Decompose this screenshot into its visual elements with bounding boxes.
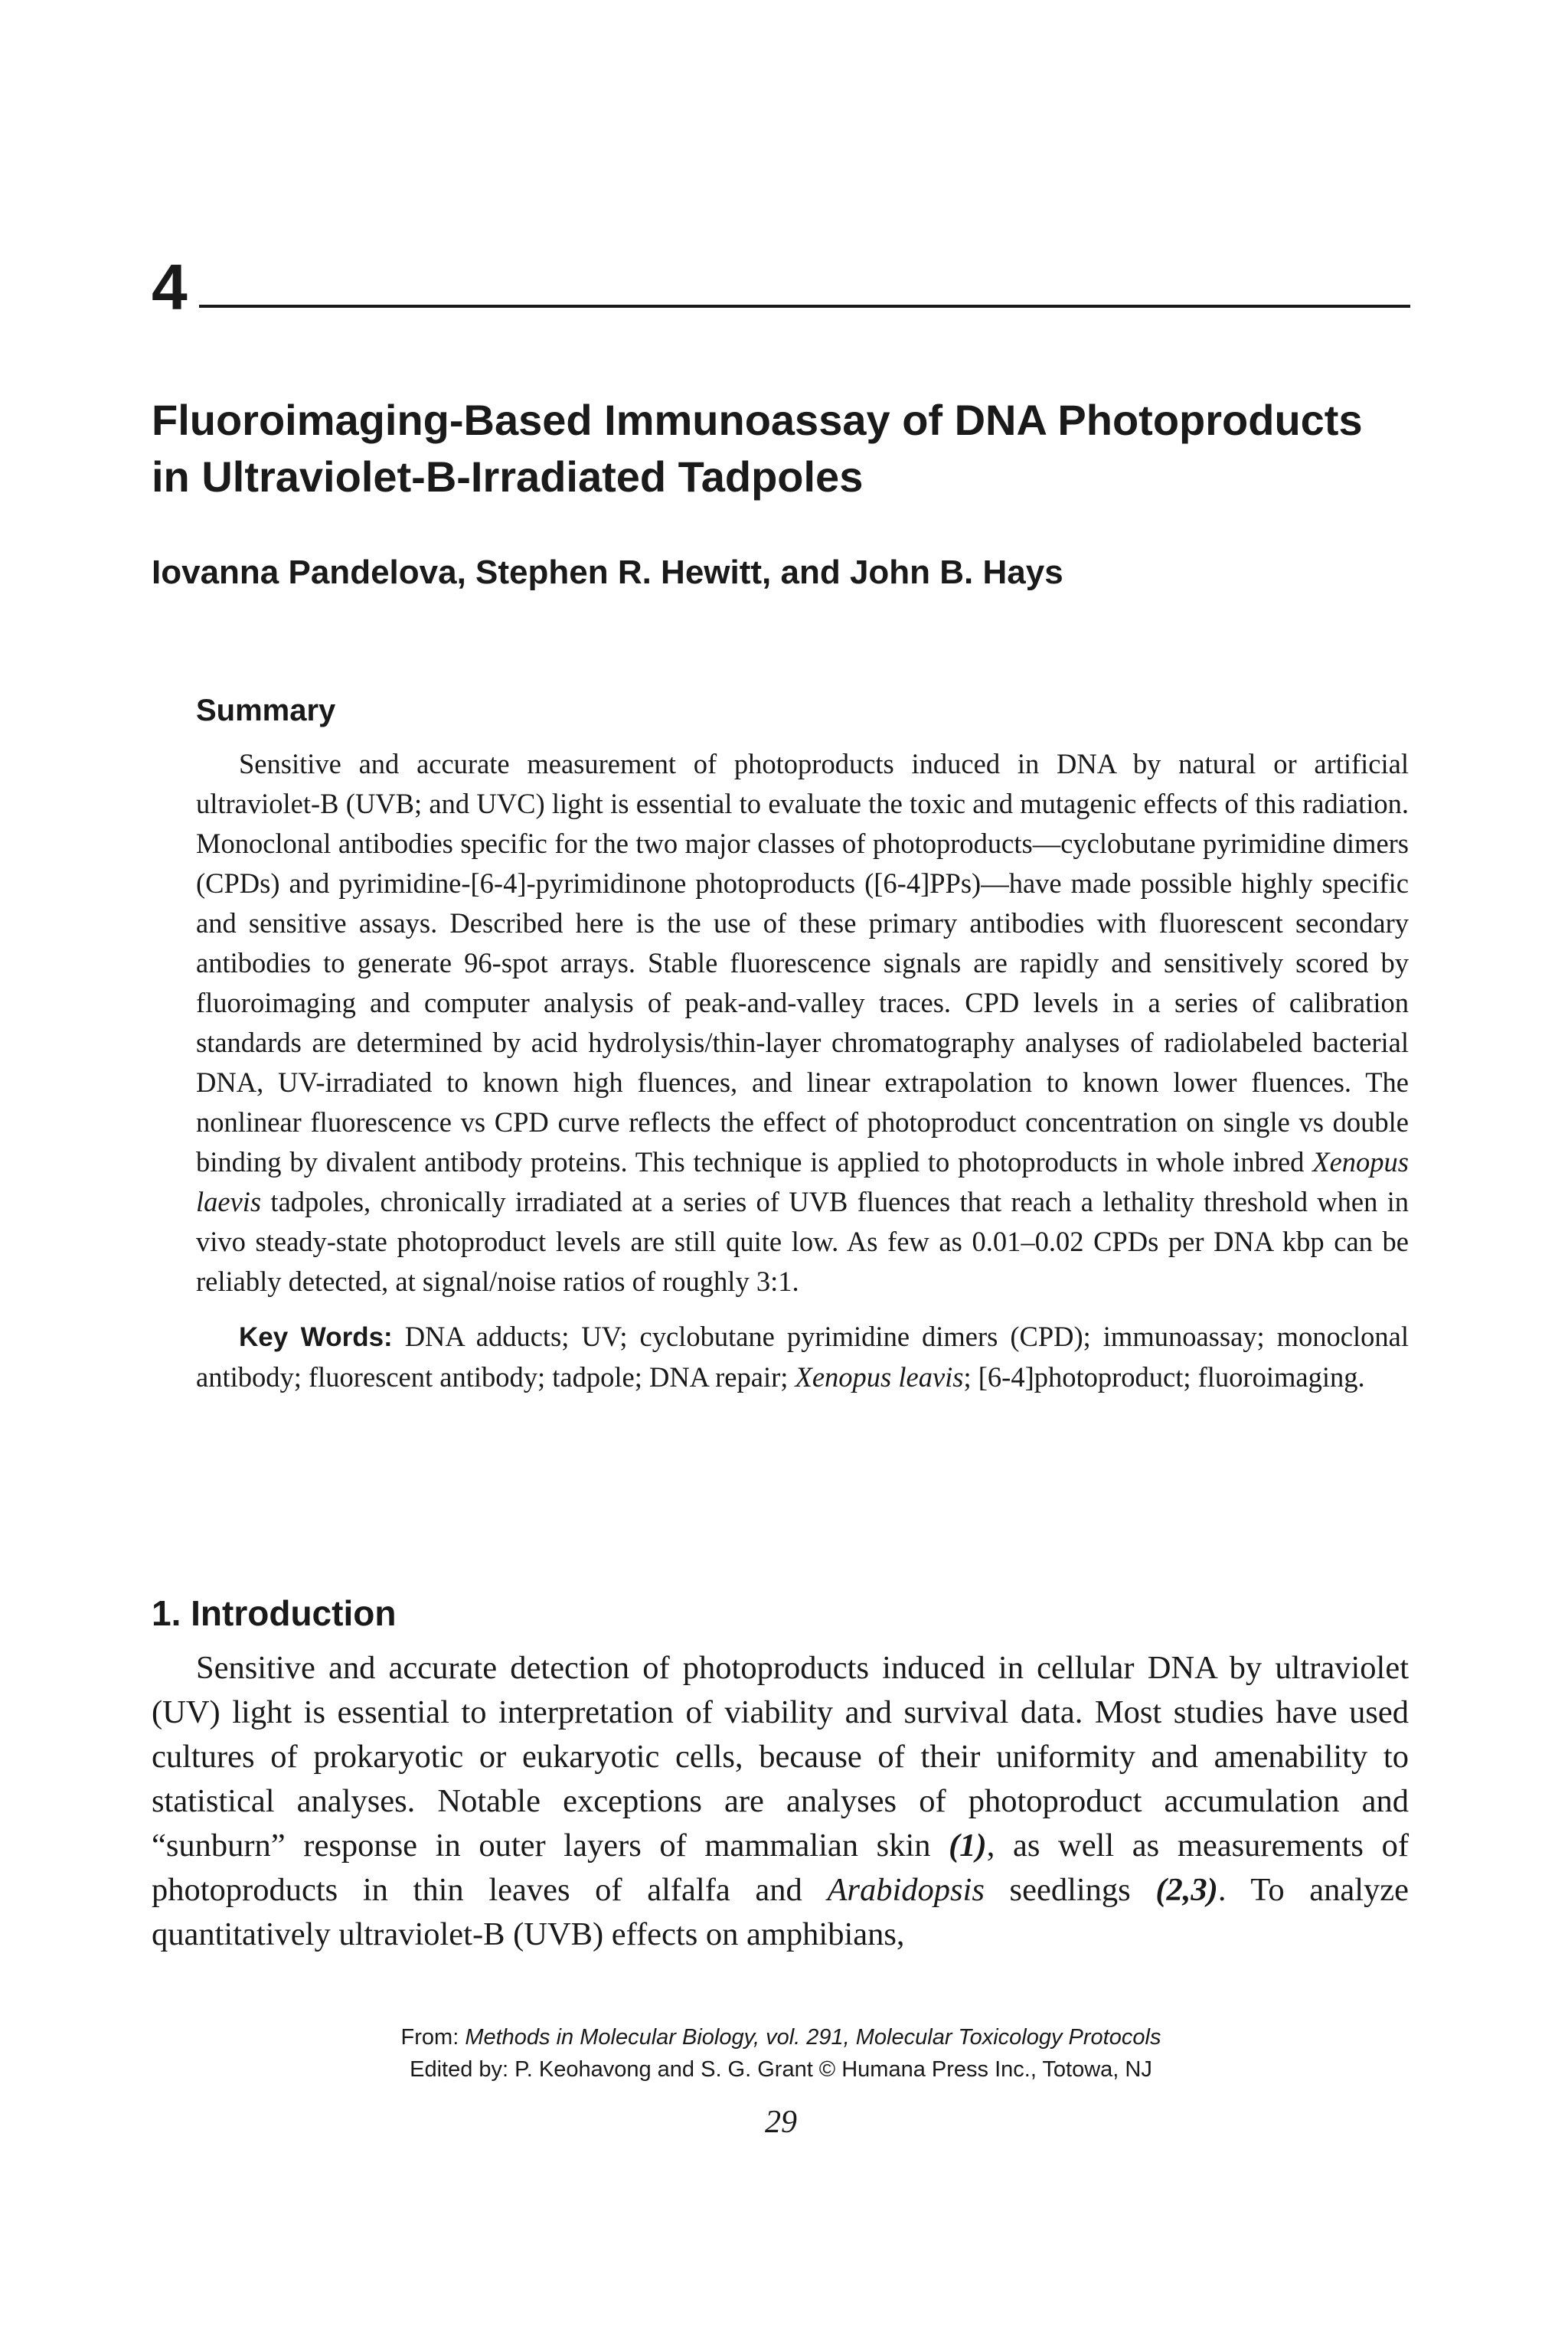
summary-heading: Summary	[196, 694, 336, 727]
citation-ref-2: (2,3)	[1155, 1872, 1218, 1908]
keywords-label: Key Words:	[239, 1322, 393, 1352]
keywords-text-2: ; [6-4]photoproduct; fluoroimaging.	[963, 1361, 1365, 1393]
keywords-text-1: DNA adducts; UV; cyclobutane pyrimidine dimers (CPD); immunoassay; monoclonal antibody; fluorescent antibody; tadpole; DNA repair;	[196, 1321, 1409, 1393]
footer-from-label: From:	[400, 2025, 466, 2050]
chapter-title-line-1: Fluoroimaging-Based Immunoassay of DNA Photoproducts	[152, 396, 1363, 444]
intro-text-4: . To analyze quantitatively ultraviolet-B (UVB) effects on amphibians,	[152, 1872, 1410, 1952]
page-number: 29	[765, 2105, 797, 2140]
source-footnote	[152, 2021, 1410, 2086]
intro-text-2: , as well as measurements of photoproducts in thin leaves of alfalfa and	[152, 1828, 1409, 1908]
intro-text-3: seedlings	[984, 1872, 1156, 1908]
summary-text-1: Sensitive and accurate measurement of photoproducts induced in DNA by natural or artificial ultraviolet-B (UVB; and UVC) light is essential to evaluate the toxic and mutagenic effects of this radiation. Monoclonal antibodies specific for the two major classes of photoproducts—cyclobutane pyrimidine dimers (CPDs) and pyrimidine-[6-4]-pyrimidinone photoproducts ([6-4]PPs)—have made possible highly specific and sensitive assays. Described here is the use of these primary antibodies with fluorescent secondary antibodies to generate 96-spot arrays. Stable fluorescence signals are rapidly and sensitively scored by fluoroimaging and computer analysis of peak-and-valley traces. CPD levels in a series of calibration standards are determined by acid hydrolysis/thin-layer chromatography analyses of radiolabeled bacterial DNA, UV-irradiated to known high fluences, and linear extrapolation to known lower fluences. The nonlinear fluorescence vs CPD curve reflects the effect of photoproduct concentration on single vs double binding by divalent antibody proteins. This technique is applied to photoproducts in whole inbred	[196, 748, 1409, 1178]
keywords-species-name: Xenopus leavis	[795, 1361, 964, 1393]
chapter-title	[152, 392, 1438, 505]
footer-edited-line: Edited by: P. Keohavong and S. G. Grant © Humana Press Inc., Totowa, NJ	[410, 2057, 1152, 2082]
footer-source-line	[152, 2021, 1410, 2053]
chapter-rule	[199, 305, 1410, 308]
chapter-header	[152, 253, 1410, 322]
authors: Iovanna Pandelova, Stephen R. Hewitt, and John B. Hays	[152, 554, 1063, 591]
footer-source: Methods in Molecular Biology, vol. 291, Molecular Toxicology Protocols	[465, 2025, 1161, 2050]
introduction-heading: 1. Introduction	[152, 1593, 397, 1633]
introduction-paragraph	[152, 1646, 1409, 1957]
chapter-title-line-2: in Ultraviolet-B-Irradiated Tadpoles	[152, 452, 864, 501]
citation-ref-1: (1)	[949, 1828, 987, 1864]
summary-paragraph	[196, 744, 1409, 1302]
introduction-section	[152, 1589, 1409, 1957]
chapter-number: 4	[152, 251, 188, 323]
intro-text-1: Sensitive and accurate detection of photoproducts induced in cellular DNA by ultraviolet (UV) light is essential to interpretation of viability and survival data. Most studies have used cultures of prokaryotic or eukaryotic cells, because of their uniformity and amenability to statistical analyses. Notable exceptions are analyses of photoproduct accumulation and “sunburn” response in outer layers of mammalian skin	[152, 1650, 1409, 1864]
summary-species-name: Xenopus laevis	[196, 1146, 1409, 1217]
keywords-paragraph	[196, 1317, 1409, 1397]
summary-text-2: tadpoles, chronically irradiated at a series of UVB fluences that reach a lethality threshold when in vivo steady-state photoproduct levels are still quite low. As few as 0.01–0.02 CPDs per DNA kbp can be reliably detected, at signal/noise ratios of roughly 3:1.	[196, 1186, 1409, 1297]
intro-genus-name: Arabidopsis	[827, 1872, 985, 1908]
summary-section	[196, 689, 1409, 1397]
